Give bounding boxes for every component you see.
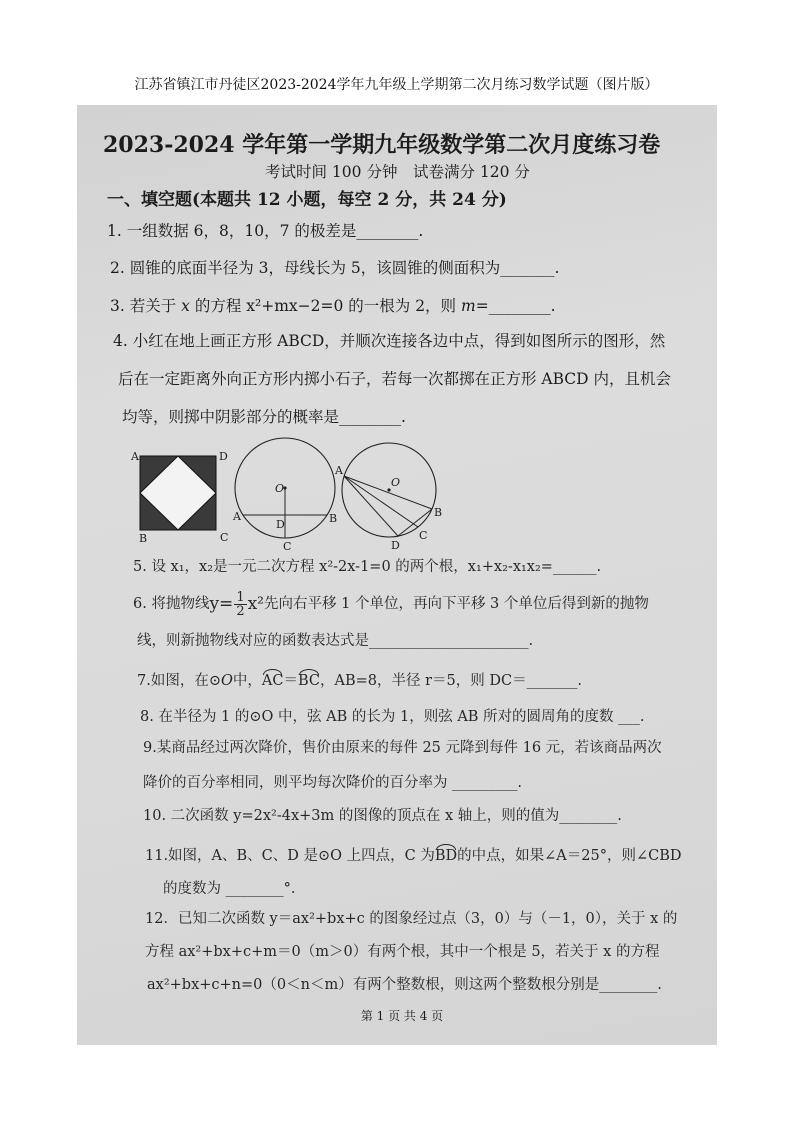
circle-figure-2 [334, 443, 442, 552]
question-11-line-1 [145, 846, 682, 866]
square-figure [130, 450, 228, 545]
square-label-c: C [220, 531, 229, 544]
circle1-label-d: D [276, 518, 285, 531]
question-12-line-3: ax²+bx+c+n=0（0＜n＜m）有两个整数根，则这两个整数根分别是________. [147, 977, 662, 993]
question-12-line-2: 方程 ax²+bx+c+m＝0（m＞0）有两个根，其中一个根是 5，若关于 x 的方程 [145, 944, 660, 960]
arc-bd: BD [434, 848, 458, 864]
variable-m: m [460, 297, 476, 315]
question-7-text: 中， [232, 673, 262, 689]
circle2-label-a: A [335, 464, 343, 477]
question-8: 8. 在半径为 1 的⊙O 中，弦 AB 的长为 1，则弦 AB 所对的圆周角的度数 ___. [140, 709, 645, 725]
question-6-text: 6. 将抛物线 [133, 596, 210, 612]
question-3-text: 3. 若关于 [110, 297, 182, 315]
circle2-label-o: O [391, 476, 401, 489]
question-5: 5. 设 x₁，x₂是一元二次方程 x²-2x-1=0 的两个根，x₁+x₂-x₁x₂=______. [133, 559, 602, 575]
circle-name-o: O [220, 673, 233, 689]
question-11-text: 的中点，如果∠A＝25°，则∠CBD [457, 848, 682, 864]
question-3 [110, 296, 556, 316]
square-label-d: D [219, 450, 228, 463]
circle2-label-d: D [391, 539, 400, 552]
x-squared: x² [247, 594, 264, 614]
question-9-line-1: 9.某商品经过两次降价，售价由原来的每件 25 元降到每件 16 元，若该商品两次 [143, 740, 662, 756]
segment-ad [344, 476, 401, 536]
variable-x: x [181, 297, 190, 315]
question-2: 2. 圆锥的底面半径为 3，母线长为 5，该圆锥的侧面积为_______. [110, 259, 560, 277]
question-1: 1. 一组数据 6，8，10，7 的极差是________. [107, 222, 424, 240]
question-6-text: 先向右平移 1 个单位，再向下平移 3 个单位后得到新的抛物 [264, 596, 649, 612]
question-7-text: 7.如图，在⊙ [137, 673, 221, 689]
page-number: 第 1 页 共 4 页 [360, 1009, 444, 1023]
square-label-a: A [131, 450, 139, 463]
fraction-numerator: 1 [236, 589, 245, 605]
circle1-label-o: O [275, 482, 285, 495]
fraction-denominator: 2 [236, 603, 245, 619]
question-11-line-2: 的度数为 ________°. [163, 881, 296, 897]
circle1-label-b: B [329, 512, 338, 525]
arc-ac: AC [261, 673, 284, 689]
answer-blank: =________. [475, 297, 556, 315]
circle1-label-c: C [283, 540, 292, 553]
question-4-line-2: 后在一定距离外向正方形内掷小石子，若每一次都掷在正方形 ABCD 内，且机会 [118, 370, 672, 388]
question-12-line-1: 12．已知二次函数 y＝ax²+bx+c 的图象经过点（3，0）与（－1，0），关于 x 的 [145, 911, 678, 927]
circle-figure-1 [232, 438, 337, 553]
paper-subtitle: 考试时间 100 分钟 试卷满分 120 分 [265, 163, 530, 181]
figures-row [120, 435, 450, 560]
document-title: 江苏省镇江市丹徒区2023-2024学年九年级上学期第二次月练习数学试题（图片版） [134, 77, 659, 93]
question-4-line-3: 均等，则掷中阴影部分的概率是________. [122, 408, 406, 426]
equals-sign: ＝ [283, 673, 298, 689]
question-6-line-1 [133, 588, 649, 620]
question-10: 10. 二次函数 y=2x²-4x+3m 的图像的顶点在 x 轴上，则的值为________. [143, 808, 622, 824]
question-6-line-2: 线，则新抛物线对应的函数表达式是______________________. [137, 633, 534, 649]
question-4-line-1: 4. 小红在地上画正方形 ABCD，并顺次连接各边中点，得到如图所示的图形，然 [113, 332, 666, 350]
question-9-line-2: 降价的百分率相同，则平均每次降价的百分率为 _________. [143, 775, 522, 791]
question-3-text: 的方程 x²+mx−2=0 的一根为 2，则 [189, 297, 461, 315]
segment-ac [344, 476, 418, 527]
question-7-text: ，AB=8，半径 r＝5，则 DC＝_______. [319, 673, 582, 689]
circle1-label-a: A [233, 510, 241, 523]
square-label-b: B [139, 532, 148, 545]
exam-paper-photo [77, 105, 717, 1045]
question-7 [137, 671, 582, 691]
fraction-one-half [234, 591, 246, 618]
paper-title: 2023-2024 学年第一学期九年级数学第二次月度练习卷 [103, 132, 661, 158]
circle2-label-b: B [434, 506, 443, 519]
section-heading: 一、填空题(本题共 12 小题，每空 2 分，共 24 分) [107, 190, 507, 210]
arc-bc: BC [297, 673, 320, 689]
question-11-text: 11.如图，A、B、C、D 是⊙O 上四点，C 为 [145, 848, 435, 864]
segment-ab [344, 476, 432, 509]
circle2-label-c: C [419, 529, 428, 542]
function-y: y= [209, 594, 234, 614]
